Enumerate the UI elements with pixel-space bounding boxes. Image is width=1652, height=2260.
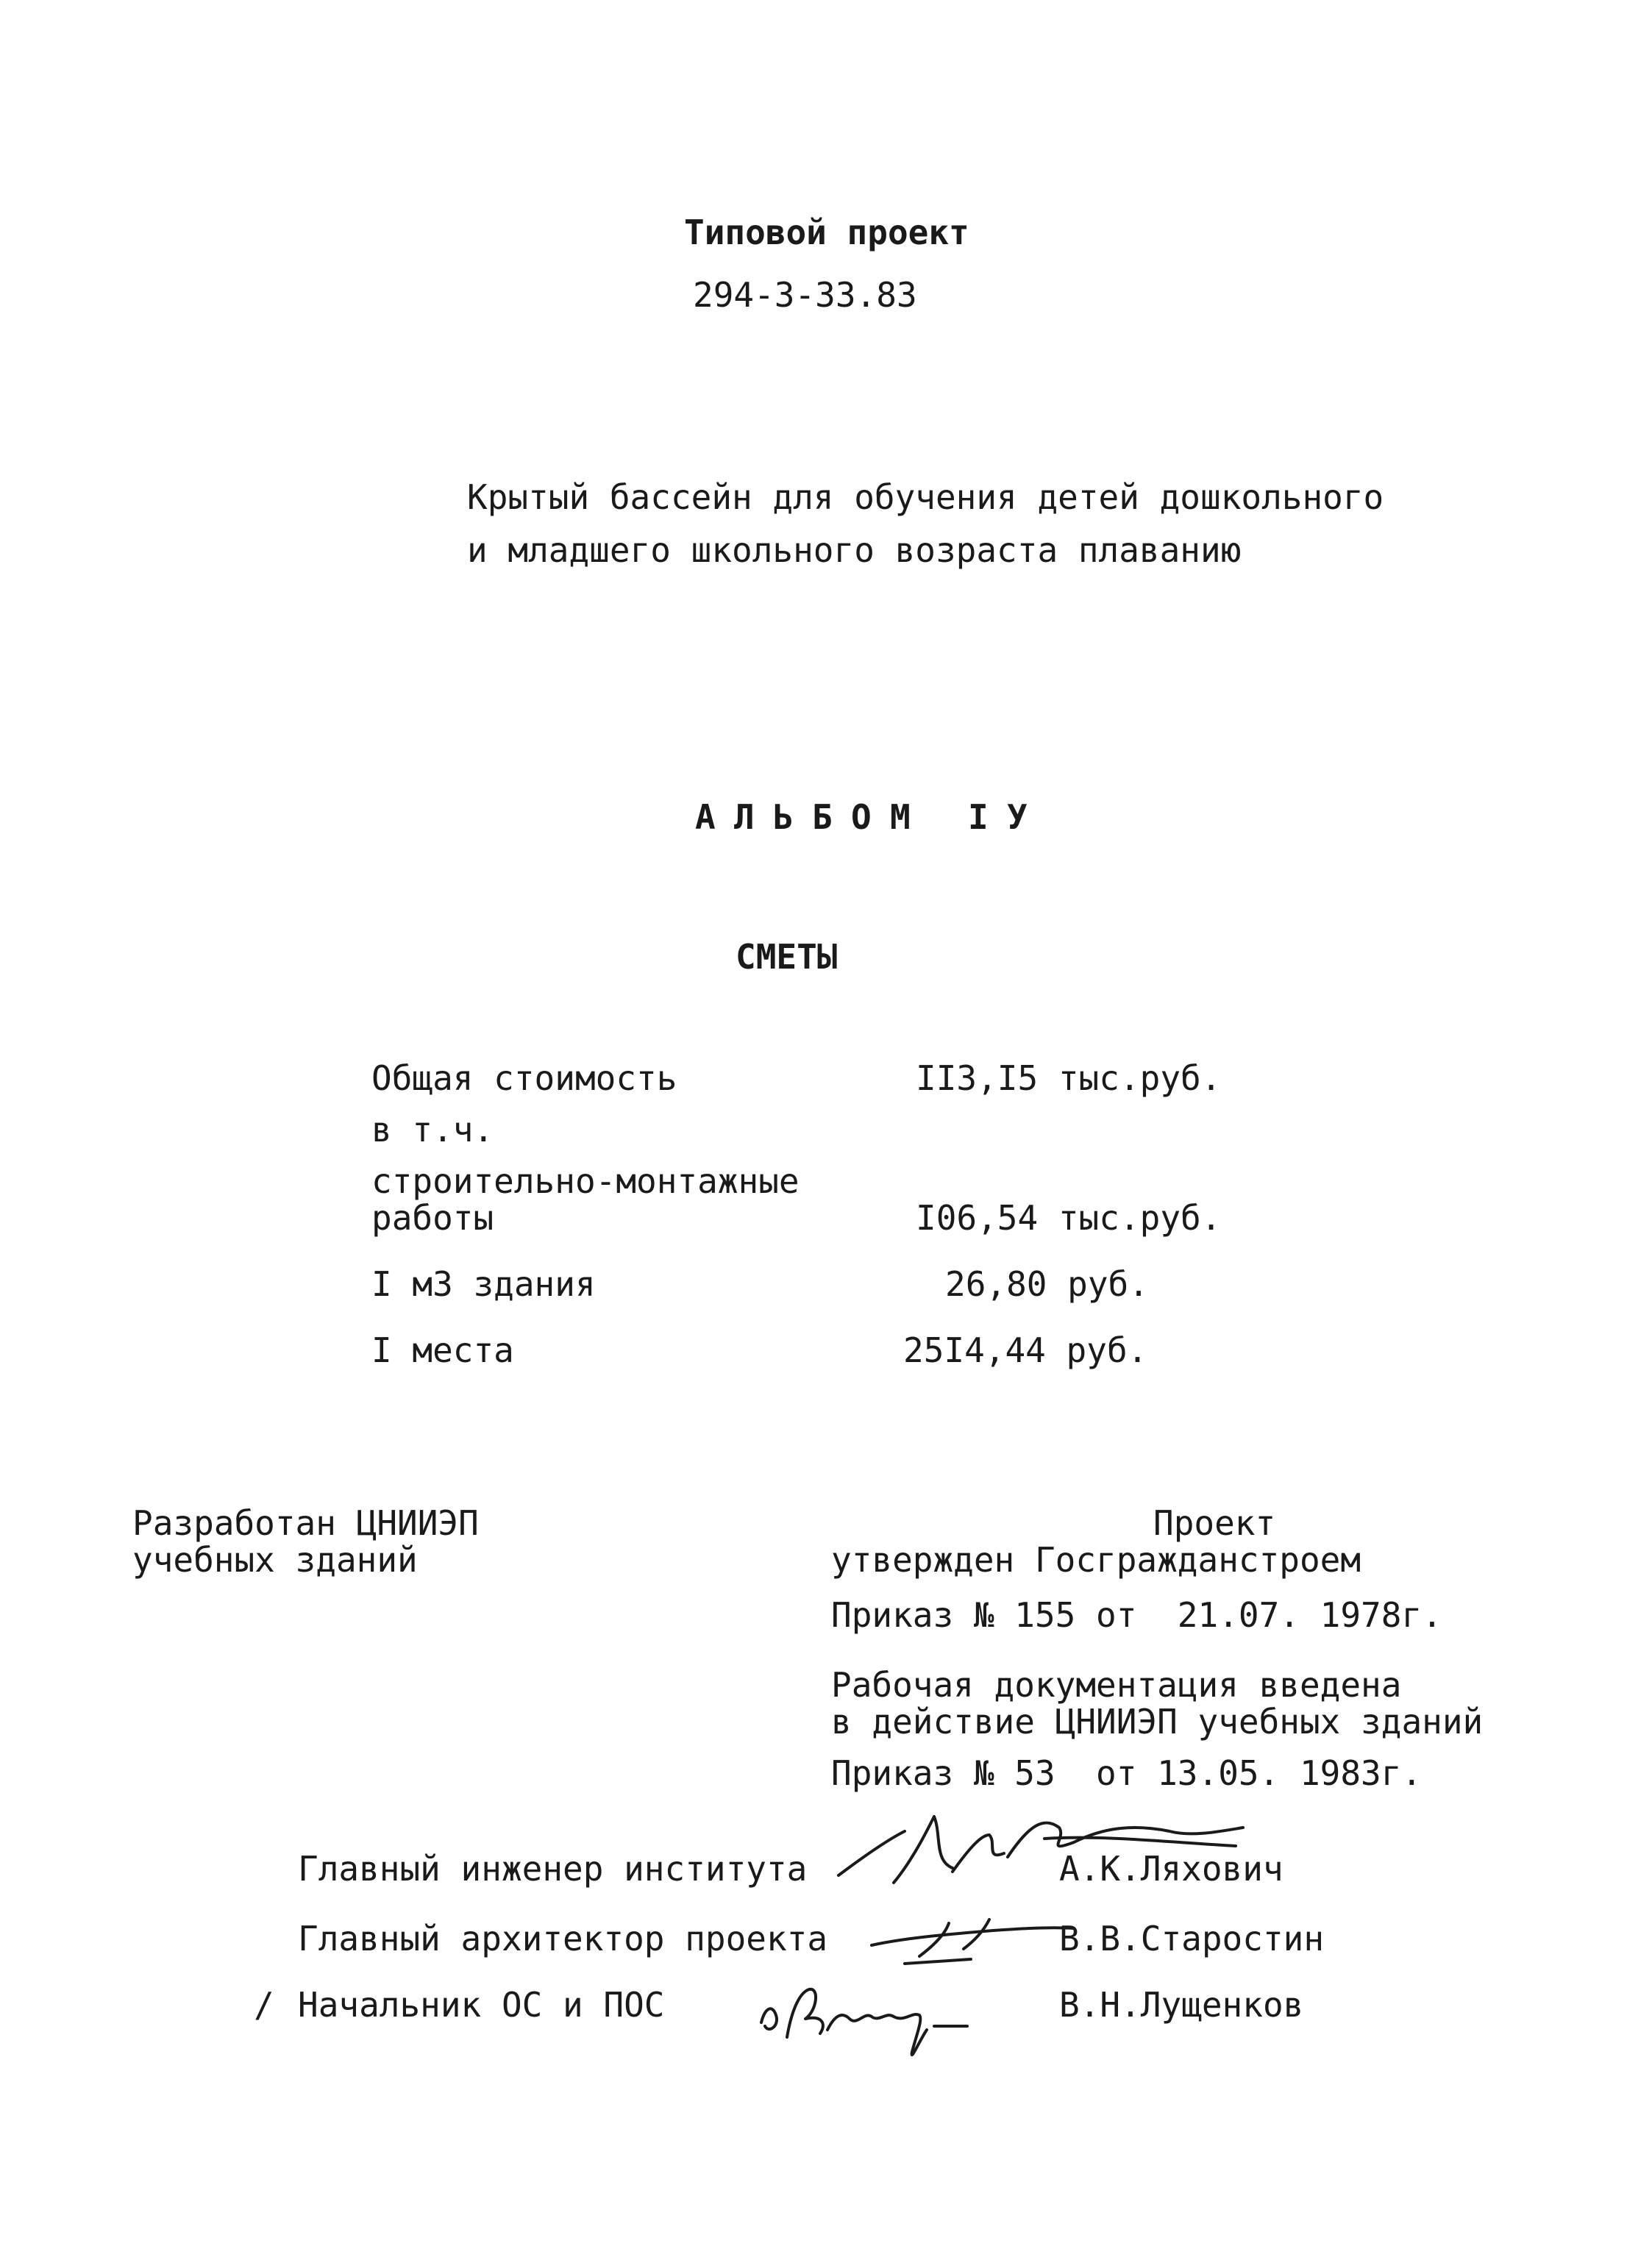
album-title: АЛЬБОМ IУ bbox=[695, 797, 1046, 837]
total-cost-label: Общая стоимость bbox=[371, 1058, 677, 1098]
subject-line-1: Крытый бассейн для обучения детей дошкольного bbox=[467, 477, 1384, 517]
developer-line-1: Разработан ЦНИИЭП bbox=[132, 1503, 479, 1543]
signature-name-chief-architect: В.В.Старостин bbox=[1059, 1919, 1325, 1958]
signature-slash-mark: / bbox=[254, 1985, 274, 2025]
approval-order-1978: Приказ № 155 от 21.07. 1978г. bbox=[831, 1595, 1442, 1635]
per-m3-label: I м3 здания bbox=[371, 1264, 596, 1304]
signature-head-os-pos-handwriting bbox=[747, 1971, 997, 2074]
construction-value: I06,54 тыс.руб. bbox=[916, 1198, 1222, 1238]
signature-name-chief-engineer: А.К.Ляхович bbox=[1059, 1849, 1283, 1889]
signature-role-chief-architect: Главный архитектор проекта bbox=[298, 1919, 828, 1958]
signature-role-chief-engineer: Главный инженер института bbox=[298, 1849, 808, 1889]
approval-workdoc-line-1: Рабочая документация введена bbox=[831, 1665, 1402, 1705]
project-type: Типовой проект bbox=[684, 213, 969, 252]
subject-line-2: и младшего школьного возраста плаванию bbox=[467, 530, 1242, 570]
approval-order-1983: Приказ № 53 от 13.05. 1983г. bbox=[831, 1753, 1423, 1793]
project-number: 294-3-33.83 bbox=[693, 275, 917, 315]
construction-label-1: строительно-монтажные bbox=[371, 1161, 800, 1201]
per-seat-label: I места bbox=[371, 1330, 514, 1370]
construction-label-2: работы bbox=[371, 1198, 494, 1238]
album-subtitle: СМЕТЫ bbox=[736, 937, 838, 977]
approval-approved-by: утвержден Госгражданстроем bbox=[831, 1540, 1361, 1580]
signature-role-head-os-pos: Начальник ОС и ПОС bbox=[298, 1985, 665, 2025]
approval-workdoc-line-2: в действие ЦНИИЭП учебных зданий bbox=[831, 1702, 1484, 1742]
including-label: в т.ч. bbox=[371, 1110, 494, 1149]
approval-project: Проект bbox=[1153, 1503, 1276, 1543]
signature-name-head-os-pos: В.Н.Лущенков bbox=[1059, 1985, 1304, 2025]
per-seat-value: 25I4,44 руб. bbox=[903, 1330, 1148, 1370]
total-cost-value: II3,I5 тыс.руб. bbox=[916, 1058, 1222, 1098]
developer-line-2: учебных зданий bbox=[132, 1540, 418, 1580]
signature-chief-architect-handwriting bbox=[861, 1905, 1081, 1971]
per-m3-value: 26,80 руб. bbox=[945, 1264, 1149, 1304]
signature-chief-engineer-handwriting bbox=[824, 1802, 1265, 1905]
